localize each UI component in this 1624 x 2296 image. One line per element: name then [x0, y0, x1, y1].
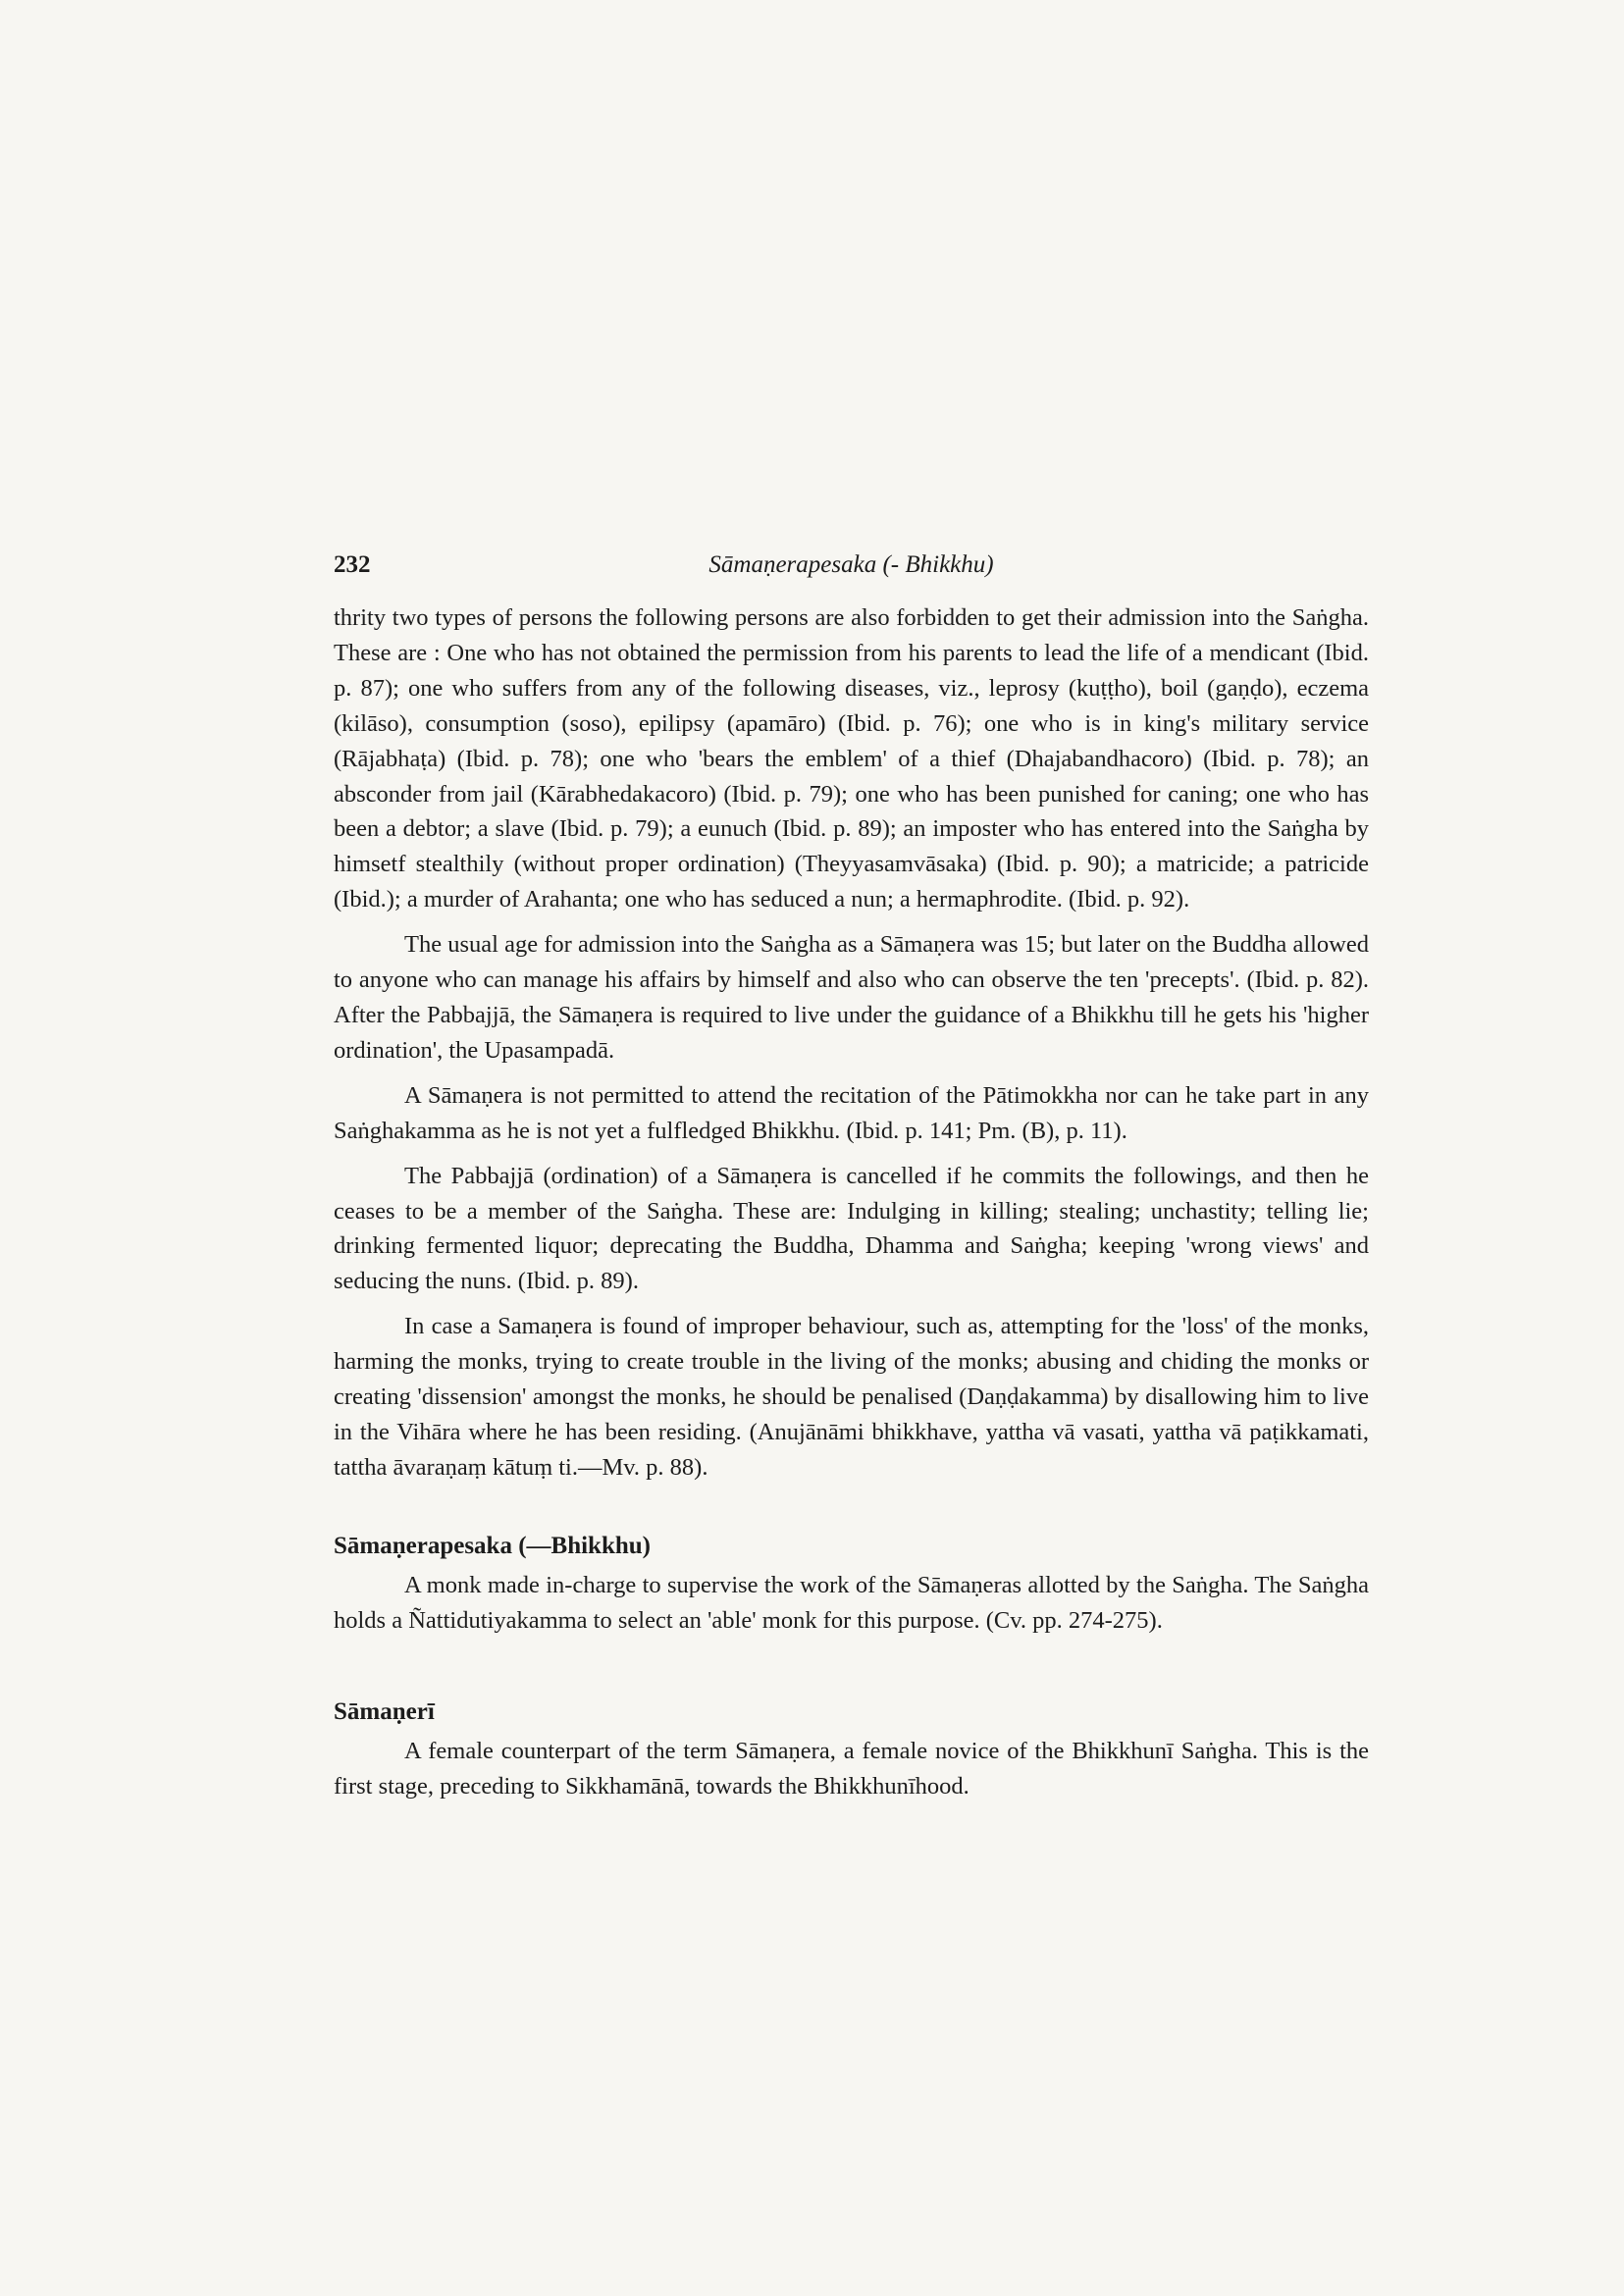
body-paragraph: The Pabbajjā (ordination) of a Sāmaṇera is cancelled if he commits the followings, and then he ceases to be a member of the Saṅgha. These are: Indulging in killing; stealing; unchastity; telling lie; drinking fermented liquor; deprecating the Buddha, Dhamma and Saṅgha; keeping 'wrong views' and seducing the nuns. (Ibid. p. 89). [334, 1162, 1369, 1295]
entry-heading: Sāmaṇerī [334, 1698, 435, 1726]
entry-heading: Sāmaṇerapesaka (—Bhikkhu) [334, 1532, 651, 1559]
body-paragraph: A Sāmaṇera is not permitted to attend the recitation of the Pātimokkha nor can he take part in any Saṅghakamma as he is not yet a fulfledged Bhikkhu. (Ibid. p. 141; Pm. (B), p. 11). [334, 1081, 1369, 1144]
entry-text: A female counterpart of the term Sāmaṇera, a female novice of the Bhikkhunī Saṅgha. This is the first stage, preceding to Sikkhamānā, towards the Bhikkhunīhood. [334, 1738, 1369, 1800]
body-paragraph: The usual age for admission into the Saṅgha as a Sāmaṇera was 15; but later on the Buddha allowed to anyone who can manage his affairs by himself and also who can observe the ten 'precepts'. (Ibid. p. 82). After the Pabbajjā, the Sāmaṇera is required to live under the guidance of a Bhikkhu till he gets his 'higher ordination', the Upasampadā. [334, 931, 1369, 1064]
body-paragraph: thrity two types of persons the following persons are also forbidden to get their admission into the Saṅgha. These are : One who has not obtained the permission from his parents to lead the life of a mendicant (Ibid. p. 87); one who suffers from any of the following diseases, viz., leprosy (kuṭṭho), boil (gaṇḍo), eczema (kilāso), consumption (soso), epilipsy (apamāro) (Ibid. p. 76); one who is in king's military service (Rājabhaṭa) (Ibid. p. 78); one who 'bears the emblem' of a thief (Dhajabandhacoro) (Ibid. p. 78); an absconder from jail (Kārabhedakacoro) (Ibid. p. 79); one who has been punished for caning; one who has been a debtor; a slave (Ibid. p. 79); a eunuch (Ibid. p. 89); an imposter who has entered into the Saṅgha by himsetf stealthily (without proper ordination) (Theyyasamvāsaka) (Ibid. p. 90); a matricide; a patricide (Ibid.); a murder of Arahanta; one who has seduced a nun; a hermaphrodite. (Ibid. p. 92). [334, 604, 1369, 913]
page-body [334, 600, 1369, 1804]
page-number: 232 [334, 551, 371, 578]
entry-text: A monk made in-charge to supervise the work of the Sāmaṇeras allotted by the Saṅgha. The Saṅgha holds a Ñattidutiyakamma to select an 'able' monk for this purpose. (Cv. pp. 274-275). [334, 1571, 1369, 1634]
body-paragraph: In case a Samaṇera is found of improper behaviour, such as, attempting for the 'loss' of the monks, harming the monks, trying to create trouble in the living of the monks; abusing and chiding the monks or creating 'dissension' amongst the monks, he should be penalised (Daṇḍakamma) by disallowing him to live in the Vihāra where he has been residing. (Anujānāmi bhikkhave, yattha vā vasati, yattha vā paṭikkamati, tattha āvaraṇaṃ kātuṃ ti.—Mv. p. 88). [334, 1313, 1369, 1481]
page-header [334, 551, 1369, 591]
running-title: Sāmaṇerapesaka (- Bhikkhu) [708, 551, 994, 578]
